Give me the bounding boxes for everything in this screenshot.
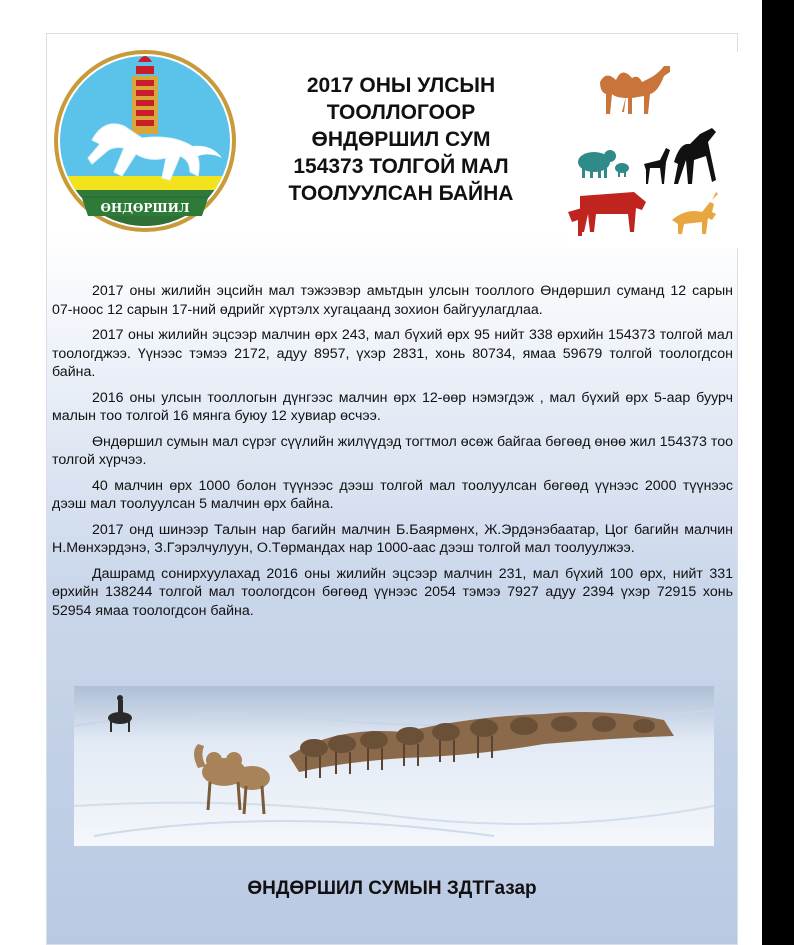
emblem-label: ӨНДӨРШИЛ: [100, 201, 190, 215]
headline-line-5: ТООЛУУЛСАН БАЙНА: [288, 182, 514, 205]
article-paragraph-4: Өндөршил сумын мал сүрэг сүүлийн жилүүдэд тогтмол өсөж байгаа бөгөөд өнөө жил 154373 тоо толгой хүрчээ.: [52, 433, 733, 468]
right-black-bar: [762, 0, 794, 945]
headline-line-1: 2017 ОНЫ УЛСЫН: [306, 74, 496, 97]
livestock-illustration-icon: [566, 52, 738, 248]
headline-title: [246, 72, 556, 207]
article-paragraph-1: 2017 оны жилийн эцсийн мал тэжээвэр амьтдын улсын тооллого Өндөршил суманд 12 сарын 07-ноос 12 сарын 17-ний өдрийг хүртэлх хугацаанд зохион байгуулагдлаа.: [52, 283, 733, 318]
article-paragraph-5: 40 малчин өрх 1000 болон түүнээс дээш толгой мал тоолуулсан бөгөөд үүнээс 2000 түүнээс дээш мал тоолуулсан 5 малчин өрх байна.: [52, 477, 733, 512]
headline-line-4: 154373 ТОЛГОЙ МАЛ: [293, 155, 509, 178]
article-paragraph-6: 2017 онд шинээр Талын нар багийн малчин Б.Баярмөнх, Ж.Эрдэнэбаатар, Цог багийн малчин Н.Мөнхэрдэнэ, З.Гэрэлчулуун, О.Төрмандах нар 1000-аас дээш толгой мал тоолуулжээ.: [52, 521, 733, 556]
article-paragraph-7: Дашрамд сонирхуулахад 2016 оны жилийн эцсээр малчин 231, мал бүхий 100 өрх, нийт 331 өрхийн 138244 толгой мал тоологдсон бөгөөд үүнээс 2054 тэмээ 7927 адуу 2394 үхэр 72915 хонь 52954 ямаа тоологдсон байна.: [52, 565, 733, 619]
camel-caravan-photo-icon: [74, 686, 714, 846]
article-paragraph-2: 2017 оны жилийн эцсээр малчин өрх 243, мал бүхий өрх 95 нийт 338 өрхийн 154373 толгой мал тоологджээ. Үүнээс тэмээ 2172, адуу 8957, үхэр 2831, хонь 80734, ямаа 59679 толгой тоологдсон байна.: [52, 327, 733, 380]
ondorshil-emblem-icon: [52, 48, 238, 234]
headline-line-3: ӨНДӨРШИЛ СУМ: [311, 128, 491, 151]
footer-organization: ӨНДӨРШИЛ СУМЫН ЗДТГазар: [247, 878, 537, 899]
headline-line-2: ТООЛЛОГООР: [326, 101, 476, 124]
article-paragraph-3: 2016 оны улсын тооллогын дүнгээс малчин өрх 12-өөр нэмэгдэж , мал бүхий өрх 5-аар буурч малын тоо толгой 16 мянга буюу 12 хувиар өсчээ.: [52, 389, 733, 424]
article-body: [52, 282, 733, 627]
